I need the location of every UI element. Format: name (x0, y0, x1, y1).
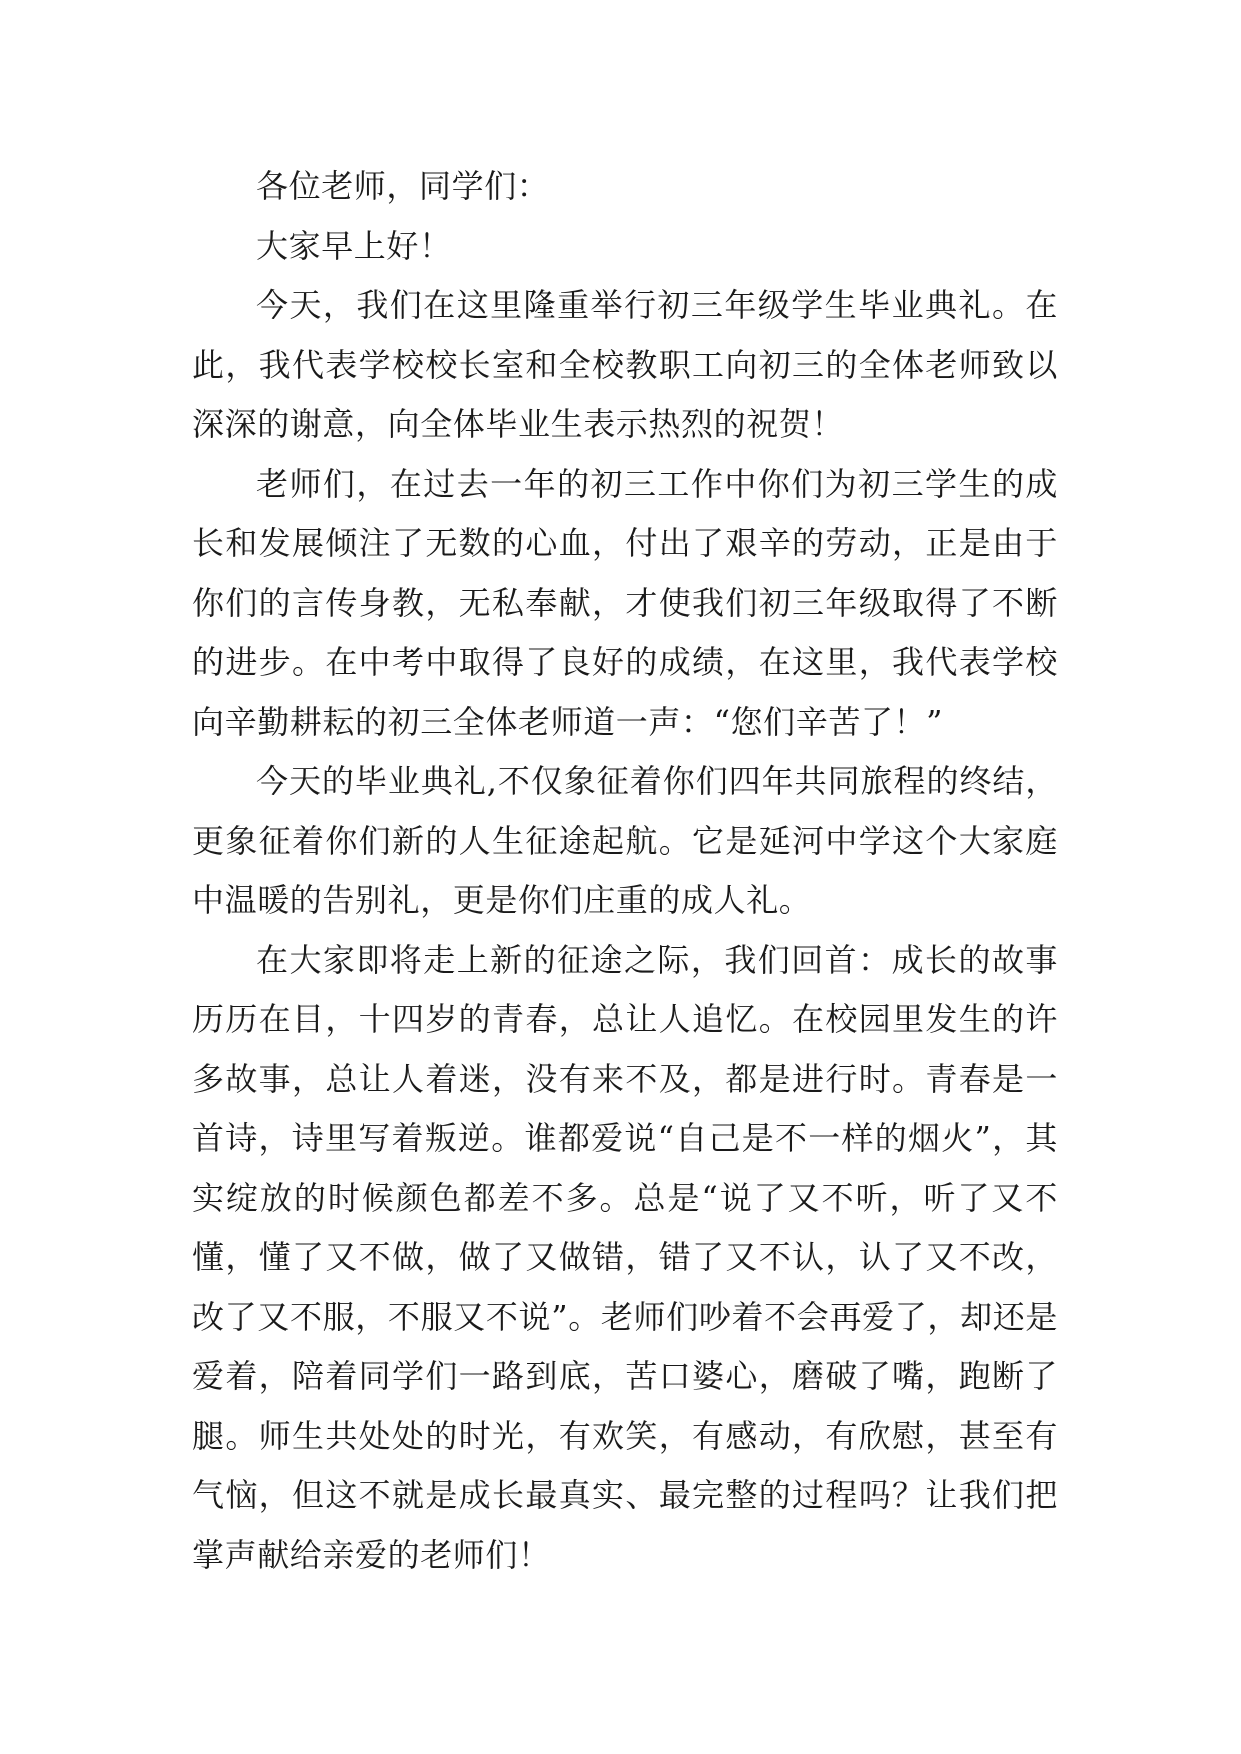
paragraph-ceremony-meaning: 今天的毕业典礼,不仅象征着你们四年共同旅程的终结，更象征着你们新的人生征途起航。它是延河中学这个大家庭中温暖的告别礼，更是你们庄重的成人礼。 (192, 762, 1058, 919)
greeting: 大家早上好！ (256, 226, 452, 265)
paragraph-teachers-thanks: 老师们，在过去一年的初三工作中你们为初三学生的成长和发展倾注了无数的心血，付出了艰辛的劳动，正是由于你们的言传身教，无私奉献，才使我们初三年级取得了不断的进步。在中考中取得了良好的成绩，在这里，我代表学校向辛勤耕耘的初三全体老师道一声：“您们辛苦了！” (192, 464, 1058, 741)
salutation: 各位老师，同学们： (256, 167, 550, 205)
document-body (192, 157, 1058, 1585)
paragraph-reflection: 在大家即将走上新的征途之际，我们回首：成长的故事历历在目，十四岁的青春，总让人追忆。在校园里发生的许多故事，总让人着迷，没有来不及，都是进行时。青春是一首诗，诗里写着叛逆。谁都爱说“自己是不一样的烟火”，其实绽放的时候颜色都差不多。总是“说了又不听，听了又不懂，懂了又不做，做了又做错，错了又不认，认了又不改，改了又不服，不服又不说”。老师们吵着不会再爱了，却还是爱着，陪着同学们一路到底，苦口婆心，磨破了嘴，跑断了腿。师生共处处的时光，有欢笑，有感动，有欣慰，甚至有气恼，但这不就是成长最真实、最完整的过程吗？让我们把掌声献给亲爱的老师们！ (192, 940, 1058, 1574)
paragraph-opening: 今天，我们在这里隆重举行初三年级学生毕业典礼。在此，我代表学校校长室和全校教职工向初三的全体老师致以深深的谢意，向全体毕业生表示热烈的祝贺！ (192, 286, 1058, 443)
